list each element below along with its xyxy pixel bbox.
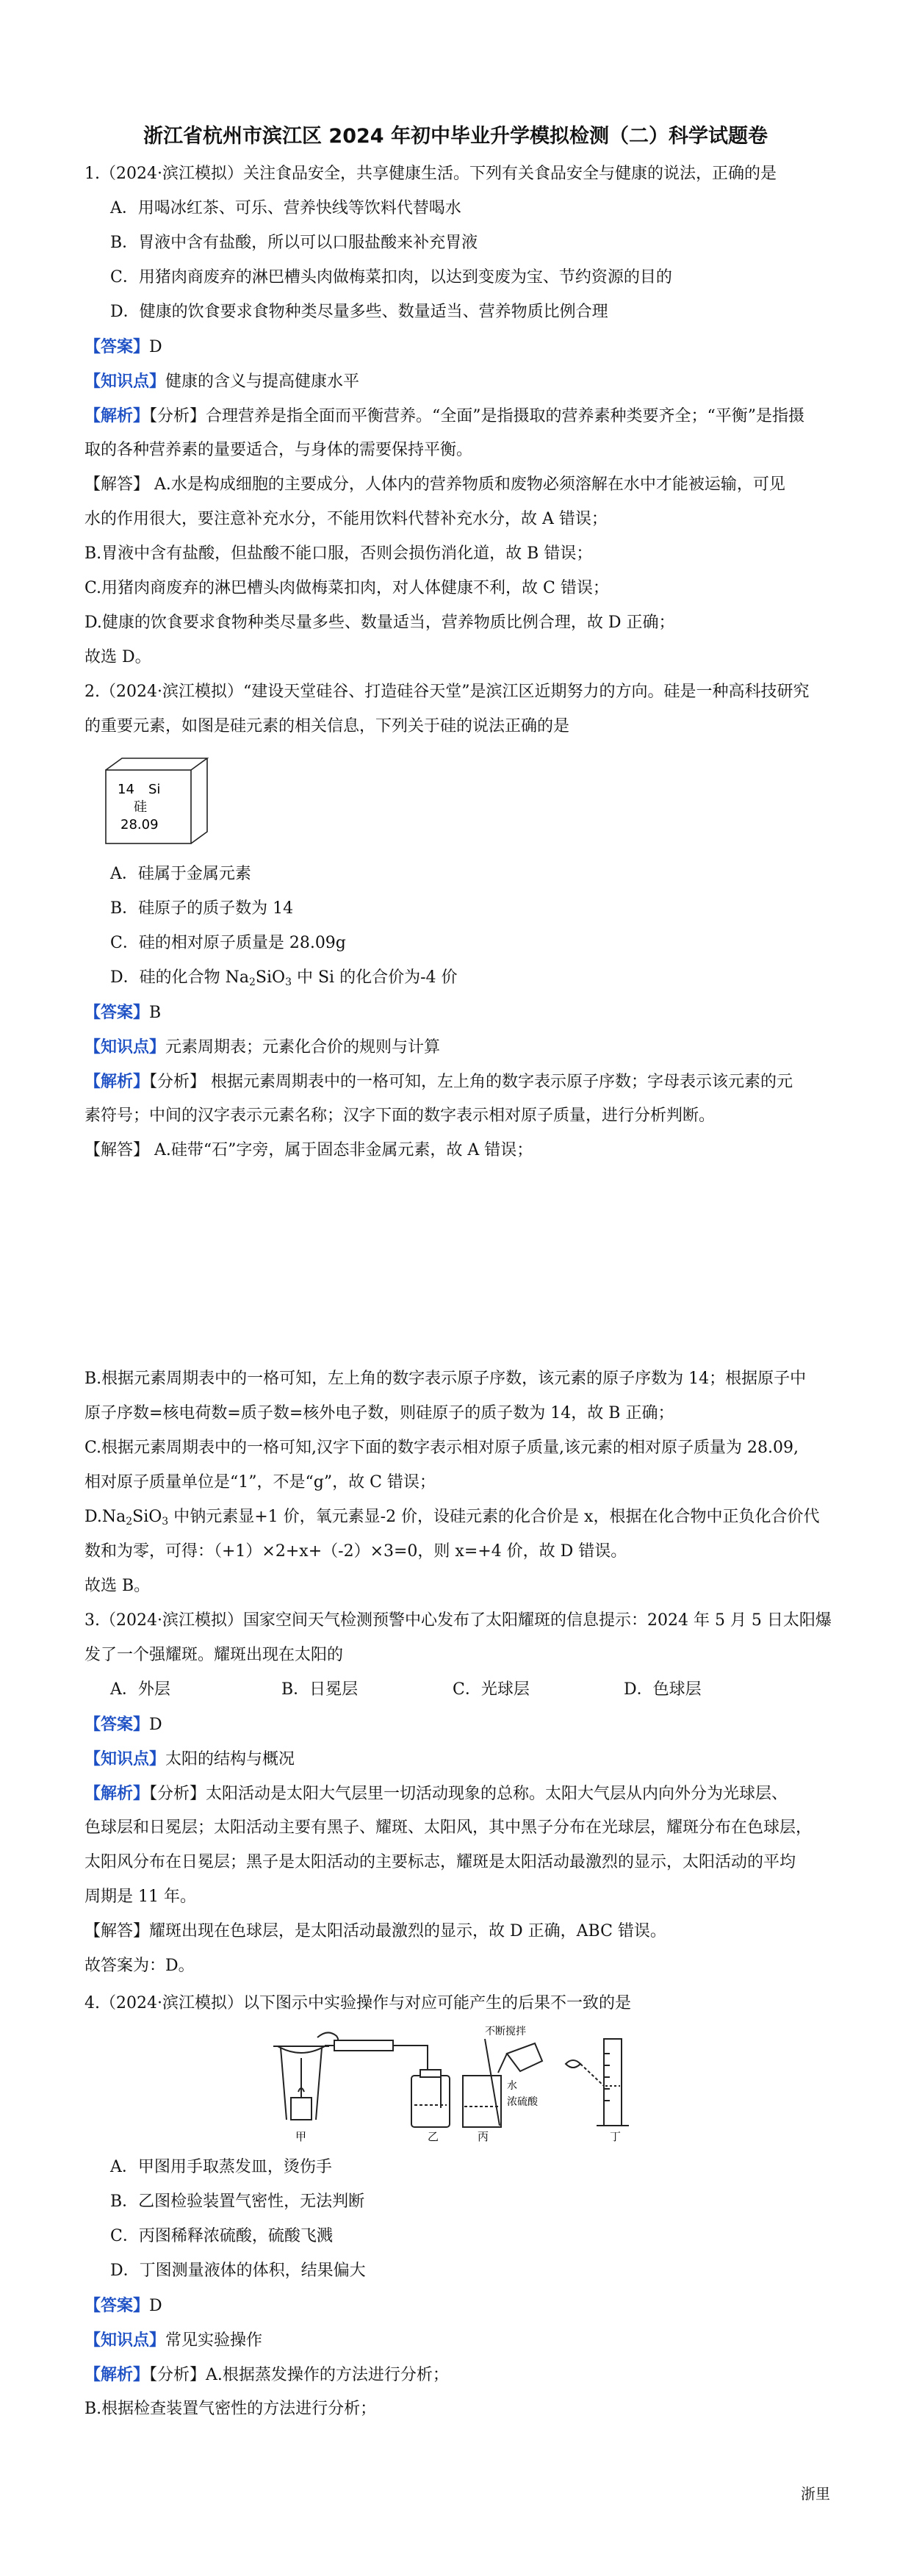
q3-solution-1: 【解答】耀斑出现在色球层，是太阳活动最激烈的显示，故 D 正确，ABC 错误。 xyxy=(84,1922,666,1940)
figure-label-ding: 丁 xyxy=(610,2130,622,2143)
q4-option-a: A．甲图用手取蒸发皿，烫伤手 xyxy=(110,2158,332,2176)
q2-option-b: B．硅原子的质子数为 14 xyxy=(110,899,294,918)
q1-solution-5: D.健康的饮食要求食物种类尽量多些、数量适当，营养物质比例合理，故 D 正确； xyxy=(84,614,675,632)
q3-option-a: A．外层 xyxy=(110,1680,170,1699)
q4-knowledge: 【知识点】常见实验操作 xyxy=(84,2331,263,2350)
page-title: 浙江省杭州市滨江区 2024 年初中毕业升学模拟检测（二）科学试题卷 xyxy=(143,125,768,148)
q2-solution-1: 【解答】 A.硅带“石”字旁，属于固态非金属元素，故 A 错误； xyxy=(84,1141,533,1159)
q2-solution-8: 故选 B。 xyxy=(84,1577,151,1595)
q3-analysis-3: 太阳风分布在日冕层；黑子是太阳活动的主要标志，耀斑是太阳活动最激烈的显示，太阳活动的平均 xyxy=(84,1853,796,1871)
q2-option-a: A．硅属于金属元素 xyxy=(110,865,251,883)
q1-option-d: D．健康的饮食要求食物种类尽量多些、数量适当、营养物质比例合理 xyxy=(110,303,608,321)
q3-option-c: C．光球层 xyxy=(453,1680,530,1699)
figure-bing xyxy=(463,2039,542,2127)
figure-ding xyxy=(566,2039,629,2126)
q3-analysis-1: 【解析】【分析】太阳活动是太阳大气层里一切活动现象的总称。太阳大气层从内向外分为光球层、 xyxy=(84,1784,788,1803)
lab-operations-figure xyxy=(264,2024,654,2145)
q3-analysis-4: 周期是 11 年。 xyxy=(84,1888,196,1906)
q3-option-d: D．色球层 xyxy=(624,1680,702,1699)
q1-stem: 1.（2024·滨江模拟）关注食品安全，共享健康生活。下列有关食品安全与健康的说法，正确的是 xyxy=(84,165,777,183)
q2-answer: 【答案】B xyxy=(84,1003,162,1022)
q2-analysis-2: 素符号；中间的汉字表示元素名称；汉字下面的数字表示相对原子质量，进行分析判断。 xyxy=(84,1107,716,1125)
element-name: 硅 xyxy=(134,799,147,815)
q4-option-c: C．丙图稀释浓硫酸，硫酸飞溅 xyxy=(110,2227,333,2245)
q1-solution-6: 故选 D。 xyxy=(84,648,151,666)
q4-stem: 4.（2024·滨江模拟）以下图示中实验操作与对应可能产生的后果不一致的是 xyxy=(84,1994,631,2012)
q4-answer: 【答案】D xyxy=(84,2296,162,2315)
q2-solution-6: $D.Na_2SiO_3$ 中钠元素显+1 价，氧元素显-2 价，设硅元素的化合价是 x，根据在化合物中正负化合价代 xyxy=(84,1508,820,1528)
q3-answer: 【答案】D xyxy=(84,1715,162,1734)
q2-stem-2: 的重要元素，如图是硅元素的相关信息，下列关于硅的说法正确的是 xyxy=(84,717,570,735)
q2-stem-1: 2.（2024·滨江模拟）“建设天堂硅谷、打造硅谷天堂”是滨江区近期努力的方向。硅是一种高科技研究 xyxy=(84,683,810,701)
q2-knowledge: 【知识点】元素周期表；元素化合价的规则与计算 xyxy=(84,1037,441,1057)
element-number: 14 xyxy=(118,782,134,797)
figure-label-stir: 不断搅拌 xyxy=(485,2026,526,2037)
q3-options xyxy=(110,1679,795,1701)
page-footer: 浙里 xyxy=(801,2485,830,2503)
figure-label-acid: 浓硫酸 xyxy=(507,2096,538,2108)
q1-option-a: A．用喝冰红茶、可乐、营养快线等饮料代替喝水 xyxy=(110,199,461,217)
q1-analysis-2: 取的各种营养素的量要适合，与身体的需要保持平衡。 xyxy=(84,441,473,459)
q1-solution-2: 水的作用很大，要注意补充水分，不能用饮料代替补充水分，故 A 错误； xyxy=(84,510,608,528)
figure-yi xyxy=(325,2040,450,2127)
q3-stem-1: 3.（2024·滨江模拟）国家空间天气检测预警中心发布了太阳耀斑的信息提示：2024 年 5 月 5 日太阳爆 xyxy=(84,1611,832,1630)
q1-analysis-1: 【解析】【分析】合理营养是指全面而平衡营养。“全面”是指摄取的营养素种类要齐全；“平衡”是指摄 xyxy=(84,406,805,425)
q1-knowledge: 【知识点】健康的含义与提高健康水平 xyxy=(84,372,360,391)
q2-solution-2: B.根据元素周期表中的一格可知，左上角的数字表示原子序数，该元素的原子序数为 14；根据原子中 xyxy=(84,1370,807,1388)
q1-solution-3: B.胃液中含有盐酸，但盐酸不能口服，否则会损伤消化道，故 B 错误； xyxy=(84,544,593,563)
q3-solution-2: 故答案为：D。 xyxy=(84,1957,195,1975)
q2-option-c: C．硅的相对原子质量是 28.09g xyxy=(110,934,346,952)
silicon-element-card-figure xyxy=(103,757,213,849)
q4-analysis-1: 【解析】【分析】A.根据蒸发操作的方法进行分析； xyxy=(84,2365,449,2384)
q3-knowledge: 【知识点】太阳的结构与概况 xyxy=(84,1749,295,1769)
element-mass: 28.09 xyxy=(120,817,159,832)
q2-analysis-1: 【解析】【分析】 根据元素周期表中的一格可知，左上角的数字表示原子序数；字母表示该元素的元 xyxy=(84,1072,793,1091)
q1-solution-1: 【解答】 A.水是构成细胞的主要成分，人体内的营养物质和废物必须溶解在水中才能被运输，可见 xyxy=(84,475,785,494)
figure-label-jia: 甲 xyxy=(295,2130,307,2143)
q1-solution-4: C.用猪肉商废弃的淋巴槽头肉做梅菜扣肉，对人体健康不利，故 C 错误； xyxy=(84,579,609,597)
q4-option-d: D．丁图测量液体的体积，结果偏大 xyxy=(110,2262,366,2280)
q1-answer: 【答案】D xyxy=(84,337,162,356)
q1-option-b: B．胃液中含有盐酸，所以可以口服盐酸来补充胃液 xyxy=(110,234,478,252)
q2-option-d: D．硅的化合物 $Na_2SiO_3$ 中 Si 的化合价为-4 价 xyxy=(110,968,458,988)
q2-solution-7: 数和为零，可得：（+1）×2+x+（-2）×3=0，则 x=+4 价，故 D 错误。 xyxy=(84,1542,627,1561)
q2-solution-5: 相对原子质量单位是“1”，不是“g”，故 C 错误； xyxy=(84,1473,436,1492)
q3-stem-2: 发了一个强耀斑。耀斑出现在太阳的 xyxy=(84,1646,344,1664)
figure-label-yi: 乙 xyxy=(428,2130,439,2143)
q3-analysis-2: 色球层和日冕层；太阳活动主要有黑子、耀斑、太阳风，其中黑子分布在光球层，耀斑分布在色球层， xyxy=(84,1818,813,1837)
q1-option-c: C．用猪肉商废弃的淋巴槽头肉做梅菜扣肉，以达到变废为宝、节约资源的目的 xyxy=(110,268,672,287)
q2-solution-3: 原子序数=核电荷数=质子数=核外电子数，则硅原子的质子数为 14，故 B 正确； xyxy=(84,1404,674,1422)
q4-option-b: B．乙图检验装置气密性，无法判断 xyxy=(110,2192,365,2211)
q4-analysis-2: B.根据检查装置气密性的方法进行分析； xyxy=(84,2400,377,2418)
q3-option-b: B．日冕层 xyxy=(281,1680,359,1699)
figure-label-water: 水 xyxy=(507,2080,517,2092)
element-symbol: Si xyxy=(148,782,161,797)
figure-label-bing: 丙 xyxy=(478,2130,489,2143)
q2-solution-4: C.根据元素周期表中的一格可知,汉字下面的数字表示相对原子质量,该元素的相对原子质量为 28.09, xyxy=(84,1439,799,1457)
